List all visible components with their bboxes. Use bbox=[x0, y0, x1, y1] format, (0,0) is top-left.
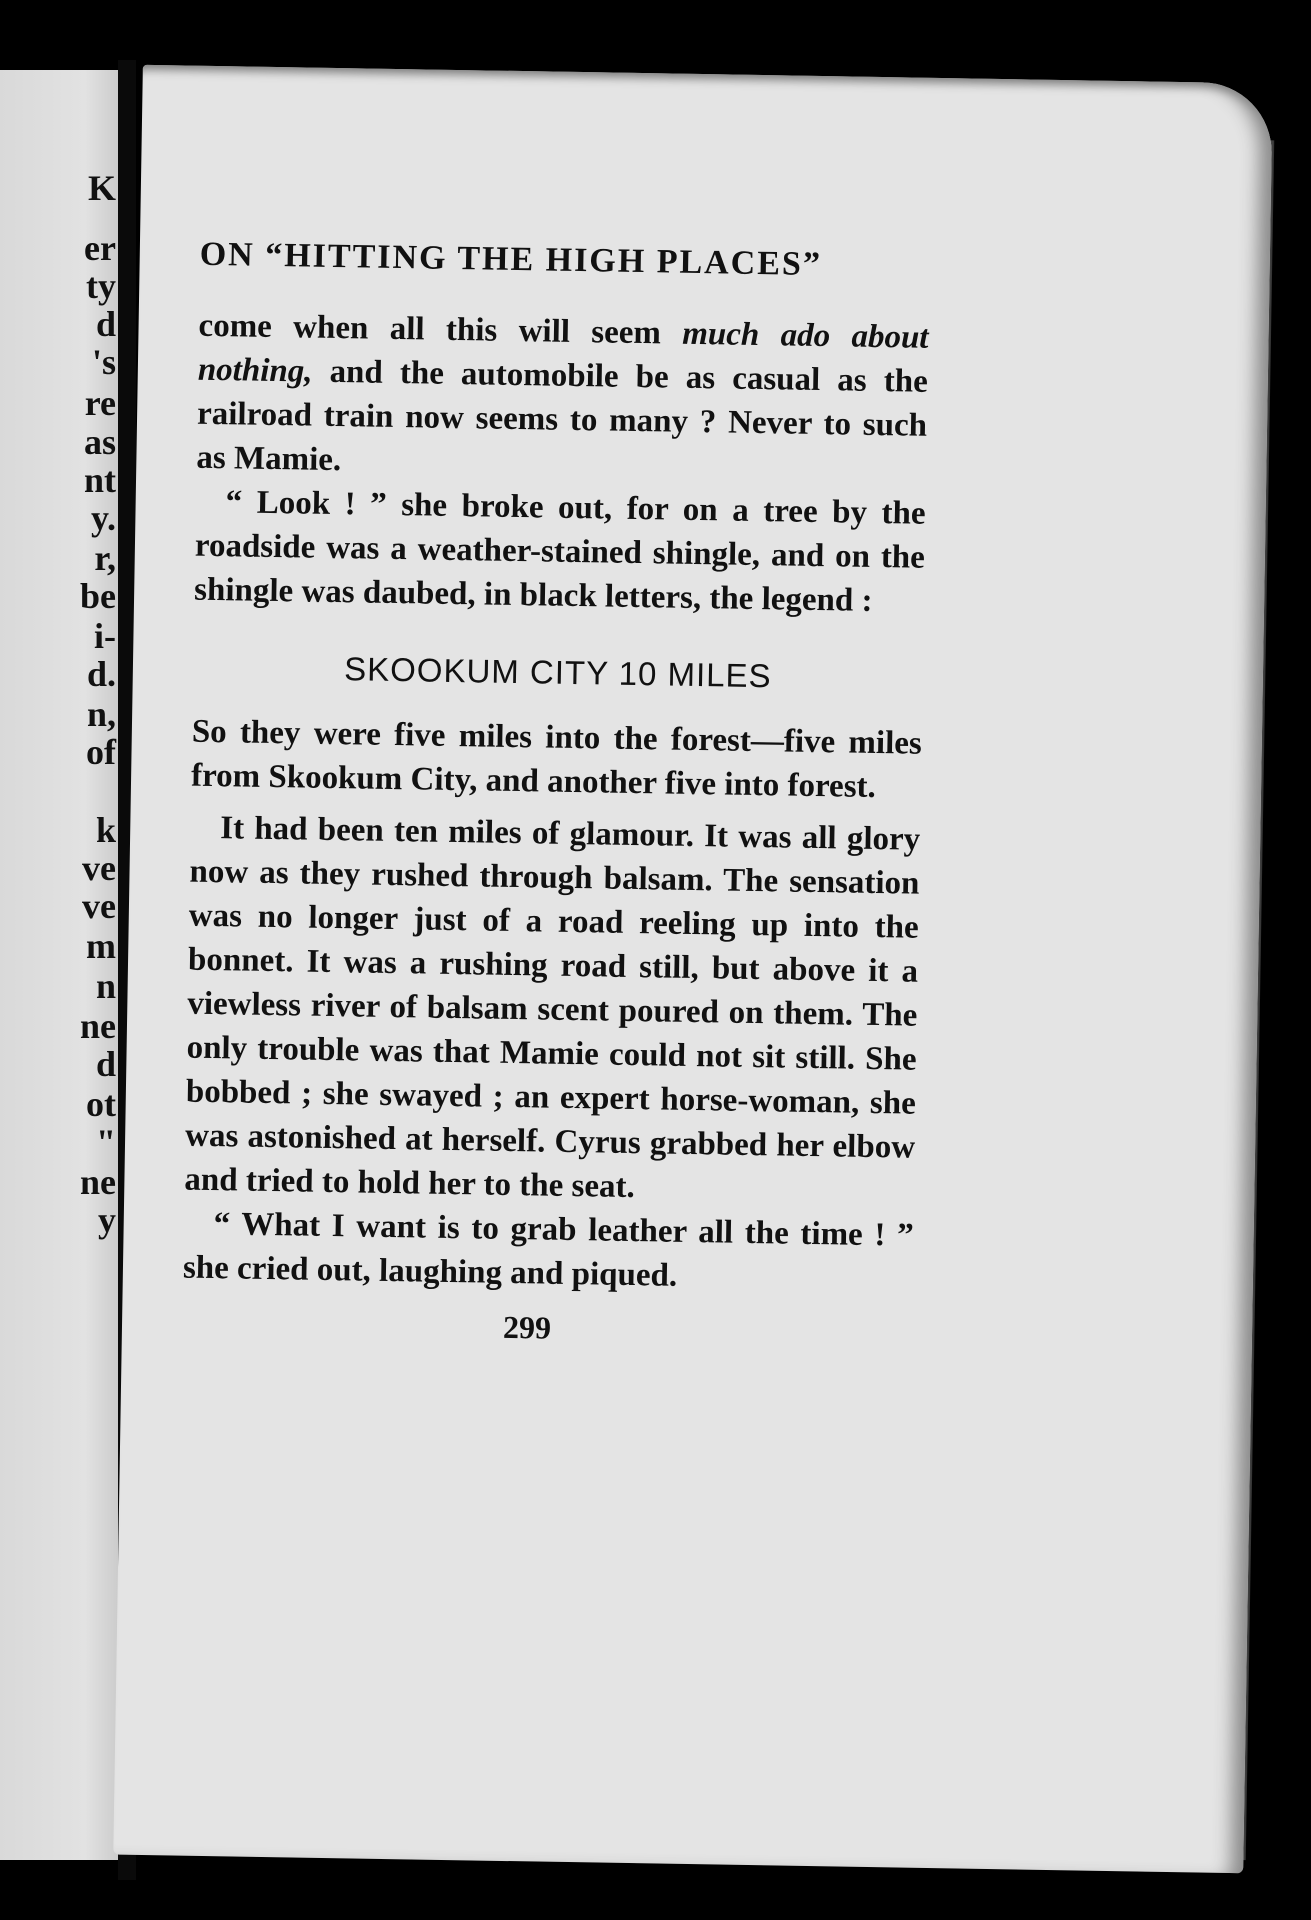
left-page-text-fragment: re bbox=[84, 383, 116, 423]
left-page-text-fragment: of bbox=[86, 732, 116, 772]
left-page-text-fragment: be bbox=[80, 576, 116, 616]
paragraph-2: “ Look ! ” she broke out, for on a tree by the roadside was a weather-stained shingle, and on the shingle was daubed, in black letters, the legend : bbox=[193, 484, 926, 619]
paragraph-1-start: come when all this will seem bbox=[198, 307, 683, 352]
left-page-text-fragment: k bbox=[95, 810, 116, 850]
left-page-text-fragment: K bbox=[87, 168, 116, 208]
page-number: 299 bbox=[502, 1308, 552, 1346]
left-page-text-fragment: as bbox=[83, 422, 116, 462]
left-page-text-fragment: n bbox=[95, 966, 116, 1006]
page-text-block bbox=[182, 236, 930, 1353]
paragraph-1 bbox=[196, 304, 929, 492]
running-head: ON “HITTING THE HIGH PLACES” bbox=[199, 235, 823, 284]
paragraph-3: So they were five miles into the forest—five miles from Skookum City, and another five into forest. bbox=[190, 713, 923, 806]
left-page-text-fragment: r, bbox=[94, 538, 116, 578]
left-page-text-fragment: i- bbox=[94, 616, 116, 656]
paragraph-1-italic-phrase: much ado about nothing, bbox=[197, 315, 929, 390]
left-page-fragment bbox=[0, 70, 122, 1860]
left-page-text-fragment: er bbox=[84, 228, 116, 268]
left-page-text-fragment: ne bbox=[80, 1162, 116, 1202]
left-page-text-fragment: n, bbox=[86, 694, 116, 734]
paragraph-1-end: and the automobile be as casual as the railroad train now seems to many ? Never to such as Mamie. bbox=[196, 353, 929, 479]
paragraph-4: It had been ten miles of glamour. It was all glory now as they rushed through balsam. The sensation was no longer just of a road reeling up into the bonnet. It was a rushing road still, but above it a viewless river of balsam scent poured on them. The only trouble was that Mamie could not sit still. She bobbed ; she swayed ; an expert horse-woman, she was astonished at herself. Cyrus grabbed her elbow and tried to hold her to the seat. bbox=[184, 810, 921, 1206]
left-page-text-fragment: y. bbox=[90, 498, 116, 538]
left-page-text-fragment: ne bbox=[80, 1006, 116, 1046]
left-page-text-fragment: ve bbox=[82, 848, 116, 888]
left-page-text-fragment: 's bbox=[91, 342, 116, 382]
paragraph-5: “ What I want is to grab leather all the time ! ” she cried out, laughing and piqued. bbox=[182, 1206, 914, 1294]
left-page-text-fragment: y bbox=[98, 1200, 116, 1240]
left-page-text-fragment: nt bbox=[83, 460, 116, 500]
roadside-sign-text: SKOOKUM CITY 10 MILES bbox=[343, 650, 772, 695]
left-page-text-fragment: " bbox=[96, 1122, 116, 1162]
left-page-text-fragment: ot bbox=[86, 1084, 116, 1124]
main-page bbox=[113, 65, 1273, 1873]
left-page-text-fragment: ve bbox=[82, 886, 116, 926]
left-page-text-fragment: d. bbox=[86, 654, 116, 694]
left-page-text-fragment: d bbox=[95, 304, 116, 344]
left-page-text-fragment: m bbox=[86, 926, 116, 966]
left-page-text-fragment: d bbox=[95, 1044, 116, 1084]
left-page-text-fragment: ty bbox=[86, 266, 116, 306]
